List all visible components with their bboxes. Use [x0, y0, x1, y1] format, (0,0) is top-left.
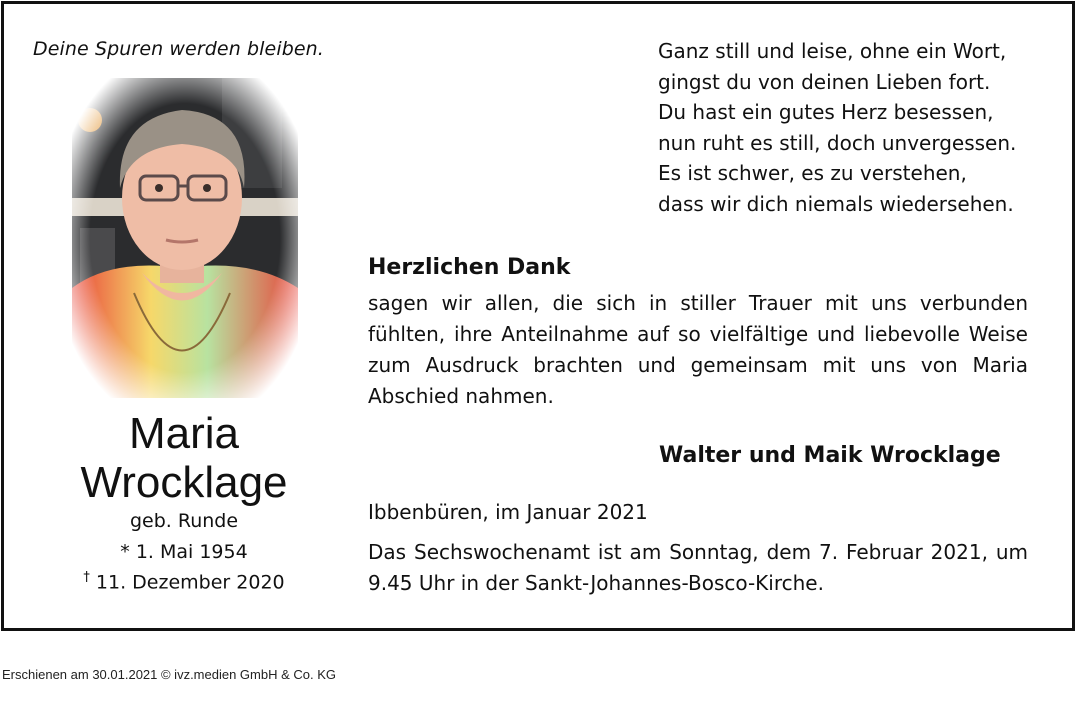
poem-line: Du hast ein gutes Herz besessen, [658, 100, 994, 124]
poem-line: Es ist schwer, es zu verstehen, [658, 161, 967, 185]
portrait-photo [72, 78, 298, 398]
publication-footer: Erschienen am 30.01.2021 © ivz.medien GmbH & Co. KG [2, 667, 337, 682]
signature: Walter und Maik Wrocklage [659, 443, 1001, 468]
deceased-first-name: Maria [128, 409, 240, 458]
birth-name: geb. Runde [129, 510, 239, 532]
thanks-body: sagen wir allen, die sich in stiller Trauer mit uns verbunden fühlten, ihre Anteilnahme auf so vielfältige und liebevolle Weise zum Ausdruck brachten und gemeinsam mit uns von Maria Abschied nahmen. [368, 291, 1028, 408]
poem [658, 36, 1016, 219]
poem-line: gingst du von deinen Lieben fort. [658, 69, 991, 94]
poem-line: dass wir dich niemals wiedersehen. [658, 191, 1014, 216]
service-note: Das Sechswochenamt ist am Sonntag, dem 7. Februar 2021, um 9.45 Uhr in der Sankt-Johannes-Bosco-Kirche. [368, 540, 1028, 595]
death-date [40, 570, 328, 593]
motto-text: Deine Spuren werden bleiben. [33, 38, 324, 60]
poem-line: nun ruht es still, doch unvergessen. [658, 130, 1017, 155]
thanks-heading: Herzlichen Dank [368, 255, 571, 280]
cross-symbol: † [83, 570, 90, 585]
place-date: Ibbenbüren, im Januar 2021 [368, 500, 648, 524]
poem-line: Ganz still und leise, ohne ein Wort, [658, 39, 1007, 63]
death-date-text: 11. Dezember 2020 [89, 571, 285, 594]
deceased-last-name: Wrocklage [80, 458, 288, 507]
birth-date: * 1. Mai 1954 [120, 541, 248, 563]
